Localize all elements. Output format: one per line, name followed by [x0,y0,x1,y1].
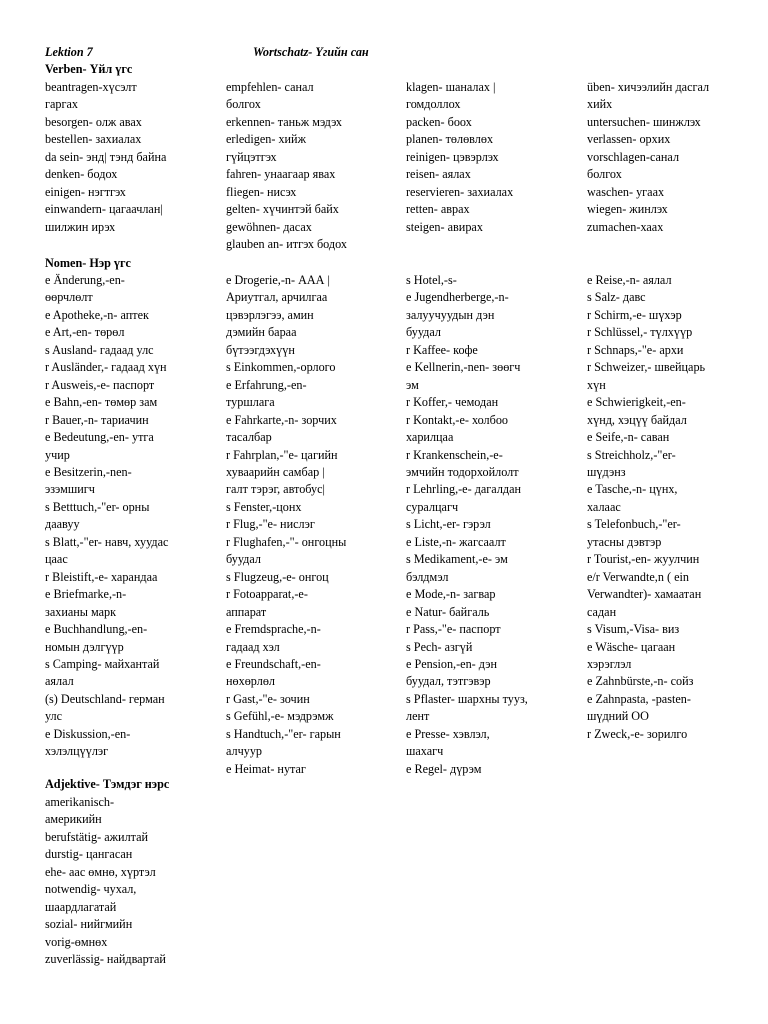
vocab-entry [45,149,217,166]
vocab-entry [406,534,578,551]
vocab-entry-line: r Ausweis,-e- паспорт [45,377,155,392]
page-title: Wortschatz- Үгийн сан [253,45,369,59]
vocab-entry-line: einwandern- цагаачлан| [45,202,163,217]
vocab-entry [45,464,217,499]
vocab-entry [226,569,398,586]
vocab-entry-line: e Buchhandlung,-en- [45,622,148,637]
vocab-entry-line: хэрэглэл [587,656,632,671]
vocab-entry-line: ehe- аас өмнө, хүртэл [45,864,156,879]
vocab-entry [45,864,217,881]
vocab-entry-line: r Schnaps,-"e- архи [587,342,684,357]
vocab-entry-line: s Camping- майхантай [45,656,160,671]
vocab-entry-line: r Ausländer,- гадаад хүн [45,360,167,375]
vocab-entry [226,184,398,201]
vocab-entry-line: e Zahnbürste,-n- сойз [587,674,694,689]
vocab-entry [406,359,578,394]
vocab-entry-line: s Einkommen,-орлого [226,360,336,375]
vocab-entry [587,429,759,446]
vocab-entry-line: лент [406,709,430,724]
vocab-entry-line: галт тэрэг, автобус| [226,482,325,497]
vocab-entry-line: reservieren- захиалах [406,184,514,199]
vocab-entry-line: r Koffer,- чемодан [406,395,499,410]
vocab-entry-line: berufstätig- ажилтай [45,829,149,844]
vocab-entry [226,131,398,166]
vocab-entry-line: e Briefmarke,-n- [45,587,127,602]
vocab-entry-line: болгох [226,97,261,112]
vocab-entry-line: e Heimat- нутаг [226,761,306,776]
vocab-entry [587,131,759,148]
vocab-entry-line: e Reise,-n- аялал [587,273,672,287]
vocab-entry [587,394,759,429]
vocab-entry-line: s Ausland- гадаад улс [45,342,154,357]
vocab-entry-line: steigen- авирах [406,219,483,234]
vocab-entry-line: r Gast,-"e- зочин [226,691,310,706]
vocab-entry [45,621,217,656]
vocab-entry-line: r Schlüssel,- түлхүүр [587,325,693,340]
vocab-entry-line: e Fahrkarte,-n- зорчих [226,412,337,427]
adjectives-section-title: Adjektive- Тэмдэг нэрс [45,777,170,791]
vocab-entry-line: e Diskussion,-en- [45,726,131,741]
vocab-entry-line: e Bahn,-en- төмөр зам [45,395,158,410]
vocab-entry-line: садан [587,604,617,619]
verbs-column-4 [587,79,759,236]
vocab-entry-line: r Zweck,-e- зорилго [587,726,688,741]
nouns-column-2 [226,272,398,778]
vocab-entry [406,447,578,482]
vocab-entry [45,359,217,376]
vocab-entry-line: s Gefühl,-e- мэдрэмж [226,709,334,724]
vocab-entry [406,691,578,726]
vocab-entry [45,951,217,968]
vocab-entry-line: s Visum,-Visa- виз [587,622,680,637]
vocab-entry-line: болгох [587,167,622,182]
vocab-entry [587,307,759,324]
vocab-entry-line: s Salz- давс [587,290,646,305]
vocab-entry [45,726,217,761]
vocab-entry-line: amerikanisch- [45,795,115,809]
vocab-entry-line: sozial- нийгмийн [45,917,133,932]
vocab-entry-line: эмчийн тодорхойлолт [406,464,519,479]
vocab-entry-line: einigen- нэгтгэх [45,184,126,199]
vocab-entry-line: s Hotel,-s- [406,273,457,287]
vocab-entry [226,656,398,691]
vocab-entry [406,219,578,236]
vocab-entry-line: notwendig- чухал, [45,882,137,897]
vocab-entry-line: e Liste,-n- жагсаалт [406,534,506,549]
vocab-entry-line: бүтээгдэхүүн [226,342,295,357]
vocab-entry-line: zuverlässig- найдвартай [45,952,166,967]
vocab-entry-line: e Freundschaft,-en- [226,656,321,671]
vocab-entry [587,272,759,289]
vocab-entry [45,166,217,183]
vocab-entry [406,131,578,148]
vocab-entry [226,412,398,447]
verbs-section-title: Verben- Үйл үгс [45,62,133,76]
vocab-entry [406,201,578,218]
nouns-column-4 [587,272,759,743]
nouns-column-1 [45,272,217,761]
vocab-entry-line: üben- хичээлийн дасгал [587,80,710,94]
vocab-entry-line: r Fahrplan,-"e- цагийн [226,447,338,462]
vocab-entry [587,114,759,131]
vocab-entry-line: хүнд, хэцүү байдал [587,412,687,427]
vocab-entry-line: эм [406,377,419,392]
vocab-entry [226,272,398,359]
vocab-entry-line: bestellen- захиалах [45,132,142,147]
vocab-entry [45,656,217,691]
vocab-entry-line: e Fremdsprache,-n- [226,622,321,637]
vocab-entry [587,289,759,306]
vocab-entry-line: бэлдмэл [406,569,449,584]
vocab-entry-line: waschen- угаах [587,184,665,199]
vocab-entry-line: packen- боох [406,114,472,129]
vocab-entry-line: r Fotoapparat,-e- [226,587,308,602]
vocab-entry-line: besorgen- олж авах [45,114,142,129]
vocab-entry-line: s Blatt,-"er- навч, хуудас [45,534,169,549]
vocab-entry-line: буудал [406,325,441,340]
vocab-entry-line: r Schweizer,- швейцарь [587,360,706,375]
vocab-entry [406,272,578,289]
vocab-entry-line: шаардлагатай [45,899,117,914]
vocab-entry-line: хэлэлцүүлэг [45,744,109,759]
vocab-entry [45,534,217,569]
vocab-entry-line: хүн [587,377,606,392]
vocab-entry-line: e Pension,-en- дэн [406,656,498,671]
vocab-entry [587,219,759,236]
vocab-entry-line: e Apotheke,-n- аптек [45,307,149,322]
vocab-entry-line: улс [45,709,63,724]
vocab-entry-line: дэмийн бараа [226,325,297,340]
vocab-entry [226,534,398,569]
vocab-entry-line: wiegen- жинлэх [587,202,668,217]
vocab-entry-line: e Mode,-n- загвар [406,587,496,602]
vocab-entry [226,79,398,114]
vocab-entry [226,236,398,253]
vocab-entry-line: буудал, тэтгэвэр [406,674,491,689]
vocab-entry [45,916,217,933]
vocab-entry-line: e Besitzerin,-nen- [45,464,132,479]
vocab-entry [45,114,217,131]
vocab-entry [406,656,578,691]
vocab-entry [406,761,578,778]
vocab-entry [587,639,759,674]
vocab-entry-line: zumachen-хаах [587,219,664,234]
vocab-entry [587,621,759,638]
vocab-entry-line: утасны дэвтэр [587,534,662,549]
vocab-entry-line: erledigen- хийж [226,132,307,147]
vocab-entry-line: гаргах [45,97,79,112]
vocab-entry [226,691,398,708]
vocab-entry [406,166,578,183]
vocab-entry-line: s Pech- азгүй [406,639,473,654]
vocab-entry [226,708,398,725]
adjectives-column-1 [45,794,217,969]
vocab-entry-line: e Natur- байгаль [406,604,490,619]
vocab-entry-line: fliegen- нисэх [226,184,297,199]
vocab-entry [406,516,578,533]
vocab-entry [45,324,217,341]
vocab-entry [226,166,398,183]
vocab-entry [45,184,217,201]
vocab-entry [226,201,398,218]
vocab-entry [45,377,217,394]
vocab-entry [226,516,398,533]
vocab-entry [45,846,217,863]
vocab-entry-line: s Handtuch,-"er- гарын [226,726,341,741]
vocab-entry-line: туршлага [226,395,275,410]
vocab-entry-line: vorschlagen-санал [587,149,680,164]
vocab-entry-line: durstig- цангасан [45,847,133,862]
vocab-entry-line: beantragen-хүсэлт [45,80,137,94]
vocab-entry [45,691,217,726]
vocab-entry-line: буудал [226,552,261,567]
vocab-entry-line: e Änderung,-en- [45,273,125,287]
vocab-entry-line: e Regel- дүрэм [406,761,482,776]
vocab-entry-line: klagen- шаналах | [406,80,496,94]
vocab-entry-line: r Kontakt,-e- холбоо [406,412,509,427]
vocab-entry-line: шүдэнз [587,464,626,479]
vocab-entry-line: s Licht,-er- гэрэл [406,517,491,532]
vocab-entry-line: e Schwierigkeit,-en- [587,395,686,410]
vocab-entry [406,639,578,656]
vocab-entry [226,726,398,761]
vocab-entry-line: (s) Deutschland- герман [45,691,165,706]
vocab-entry-line: glauben an- итгэх бодох [226,237,348,252]
vocab-entry [587,184,759,201]
vocab-entry-line: хийх [587,97,613,112]
vocab-entry [587,726,759,743]
vocab-entry-line: s Streichholz,-"er- [587,447,676,462]
vocab-entry-line: denken- бодох [45,167,118,182]
vocab-entry [226,359,398,376]
vocab-entry-line: e/r Verwandte,n ( ein [587,569,689,584]
vocab-entry-line: залуучуудын дэн [406,307,495,322]
vocab-entry [587,569,759,621]
vocab-entry-line: e Bedeutung,-en- утга [45,430,154,445]
nouns-column-3 [406,272,578,778]
vocab-entry-line: нөхөрлөл [226,674,275,689]
vocab-entry-line: untersuchen- шинжлэх [587,114,701,129]
vocab-entry-line: r Bleistift,-e- харандаа [45,569,158,584]
vocab-entry-line: цэвэрлэгээ, амин [226,307,314,322]
vocab-entry-line: e Art,-en- төрөл [45,325,125,340]
vocab-entry-line: r Pass,-"e- паспорт [406,622,501,637]
vocab-entry-line: r Schirm,-e- шүхэр [587,307,682,322]
vocab-entry [45,499,217,534]
vocab-entry [226,219,398,236]
vocab-entry [45,429,217,464]
vocab-entry-line: хуваарийн самбар | [226,464,325,479]
vocab-entry [45,201,217,236]
vocab-entry-line: харилцаа [406,430,454,445]
vocab-entry-line: e Seife,-n- саван [587,430,670,445]
vocab-entry [406,551,578,586]
vocab-entry-line: америкийн [45,812,102,827]
vocab-entry-line: даавуу [45,517,80,532]
vocab-entry-line: r Flughafen,-"- онгоцны [226,534,347,549]
vocab-entry-line: алчуур [226,744,263,759]
vocab-entry [587,516,759,551]
vocab-entry [45,272,217,307]
vocab-entry-line: захианы марк [45,604,117,619]
vocab-entry [587,481,759,516]
vocab-entry [45,794,217,829]
verbs-column-2 [226,79,398,254]
vocab-entry-line: учир [45,447,70,462]
vocab-entry-line: e Drogerie,-n- ААА | [226,273,330,287]
vocab-entry-line: аппарат [226,604,267,619]
vocab-entry [45,934,217,951]
vocab-entry [587,691,759,726]
vocab-entry [587,447,759,482]
vocab-entry [226,761,398,778]
vocab-entry [406,604,578,621]
vocab-entry-line: da sein- энд| тэнд байна [45,149,167,164]
vocab-entry-line: erkennen- таньж мэдэх [226,114,343,129]
vocab-entry [45,569,217,586]
vocab-entry [45,412,217,429]
vocab-entry [587,201,759,218]
vocab-entry [45,586,217,621]
vocab-entry-line: reinigen- цэвэрлэх [406,149,499,164]
vocab-entry-line: гүйцэтгэх [226,149,277,164]
vocab-entry-line: s Betttuch,-"er- орны [45,499,150,514]
vocab-entry-line: r Bauer,-n- тариачин [45,412,149,427]
vocab-entry-line: vorig-өмнөх [45,934,108,949]
vocab-entry [45,307,217,324]
vocab-entry-line: gewöhnen- дасах [226,219,312,234]
vocab-entry-line: r Lehrling,-e- дагалдан [406,482,522,497]
vocab-entry [587,79,759,114]
vocab-entry-line: r Flug,-"e- нислэг [226,517,315,532]
vocab-entry [587,551,759,568]
vocab-entry [406,394,578,411]
vocab-entry-line: e Jugendherberge,-n- [406,290,509,305]
vocab-entry [406,726,578,761]
vocab-entry [406,412,578,447]
vocab-entry-line: e Zahnpasta, -pasten- [587,691,691,706]
vocab-entry [406,79,578,114]
vocab-entry-line: Ариутгал, арчилгаа [226,290,328,305]
vocab-entry-line: өөрчлөлт [45,290,93,305]
vocab-entry-line: planen- төлөвлөх [406,132,494,147]
vocab-entry-line: r Kaffee- кофе [406,342,478,357]
vocab-entry [226,586,398,621]
vocab-entry-line: retten- аврах [406,202,470,217]
vocab-entry [587,359,759,394]
vocab-entry-line: халаас [587,499,621,514]
vocab-entry [587,324,759,341]
vocab-entry [587,149,759,184]
vocab-entry-line: reisen- аялах [406,167,471,182]
vocab-entry-line: verlassen- орхих [587,132,671,147]
vocab-entry-line: аялал [45,674,74,689]
vocab-entry [45,342,217,359]
vocab-entry [45,394,217,411]
nouns-section-title: Nomen- Нэр үгс [45,256,131,270]
vocab-entry [226,499,398,516]
vocab-entry-line: r Tourist,-en- жуулчин [587,552,700,567]
vocab-entry [45,881,217,916]
vocab-entry-line: эзэмшигч [45,482,95,497]
vocab-entry [406,289,578,341]
verbs-column-1 [45,79,217,236]
vocab-entry-line: r Krankenschein,-e- [406,447,503,462]
vocab-entry-line: гадаад хэл [226,639,280,654]
vocab-entry-line: e Erfahrung,-en- [226,377,307,392]
vocab-entry-line: шилжин ирэх [45,219,116,234]
vocab-entry [587,342,759,359]
vocab-entry [406,149,578,166]
vocab-entry-line: номын дэлгүүр [45,639,124,654]
lesson-label: Lektion 7 [45,45,93,59]
vocab-entry-line: empfehlen- санал [226,80,314,94]
vocab-entry-line: гомдоллох [406,97,461,112]
vocab-entry [45,829,217,846]
vocab-entry [406,342,578,359]
vocab-entry-line: s Fenster,-цонх [226,499,302,514]
vocab-entry [45,131,217,148]
vocab-entry-line: цаас [45,552,68,567]
vocab-entry-line: тасалбар [226,430,272,445]
vocab-entry-line: fahren- унаагаар явах [226,167,336,182]
vocab-entry [406,184,578,201]
vocab-entry-line: gelten- хүчинтэй байх [226,202,339,217]
vocab-entry-line: e Presse- хэвлэл, [406,726,490,741]
vocab-entry [587,673,759,690]
vocab-entry-line: e Kellnerin,-nen- зөөгч [406,360,521,375]
vocab-entry [406,621,578,638]
vocab-entry-line: шахагч [406,744,444,759]
vocab-entry [226,377,398,412]
vocab-entry [406,481,578,516]
vocab-entry-line: s Flugzeug,-e- онгоц [226,569,329,584]
vocab-entry [406,114,578,131]
vocab-entry-line: e Wäsche- цагаан [587,639,676,654]
vocab-entry [45,79,217,114]
vocab-entry-line: Verwandter)- хамаатан [587,587,702,602]
vocab-entry-line: s Telefonbuch,-"er- [587,517,681,532]
vocab-entry [226,114,398,131]
vocab-entry-line: s Pflaster- шархны тууз, [406,691,528,706]
vocab-entry-line: e Tasche,-n- цүнх, [587,482,678,497]
vocab-entry-line: шүдний ОО [587,709,649,724]
vocab-entry [226,447,398,499]
vocab-entry [406,586,578,603]
vocab-entry-line: суралцагч [406,499,459,514]
vocab-entry [226,621,398,656]
verbs-column-3 [406,79,578,236]
vocab-entry-line: s Medikament,-e- эм [406,552,508,567]
